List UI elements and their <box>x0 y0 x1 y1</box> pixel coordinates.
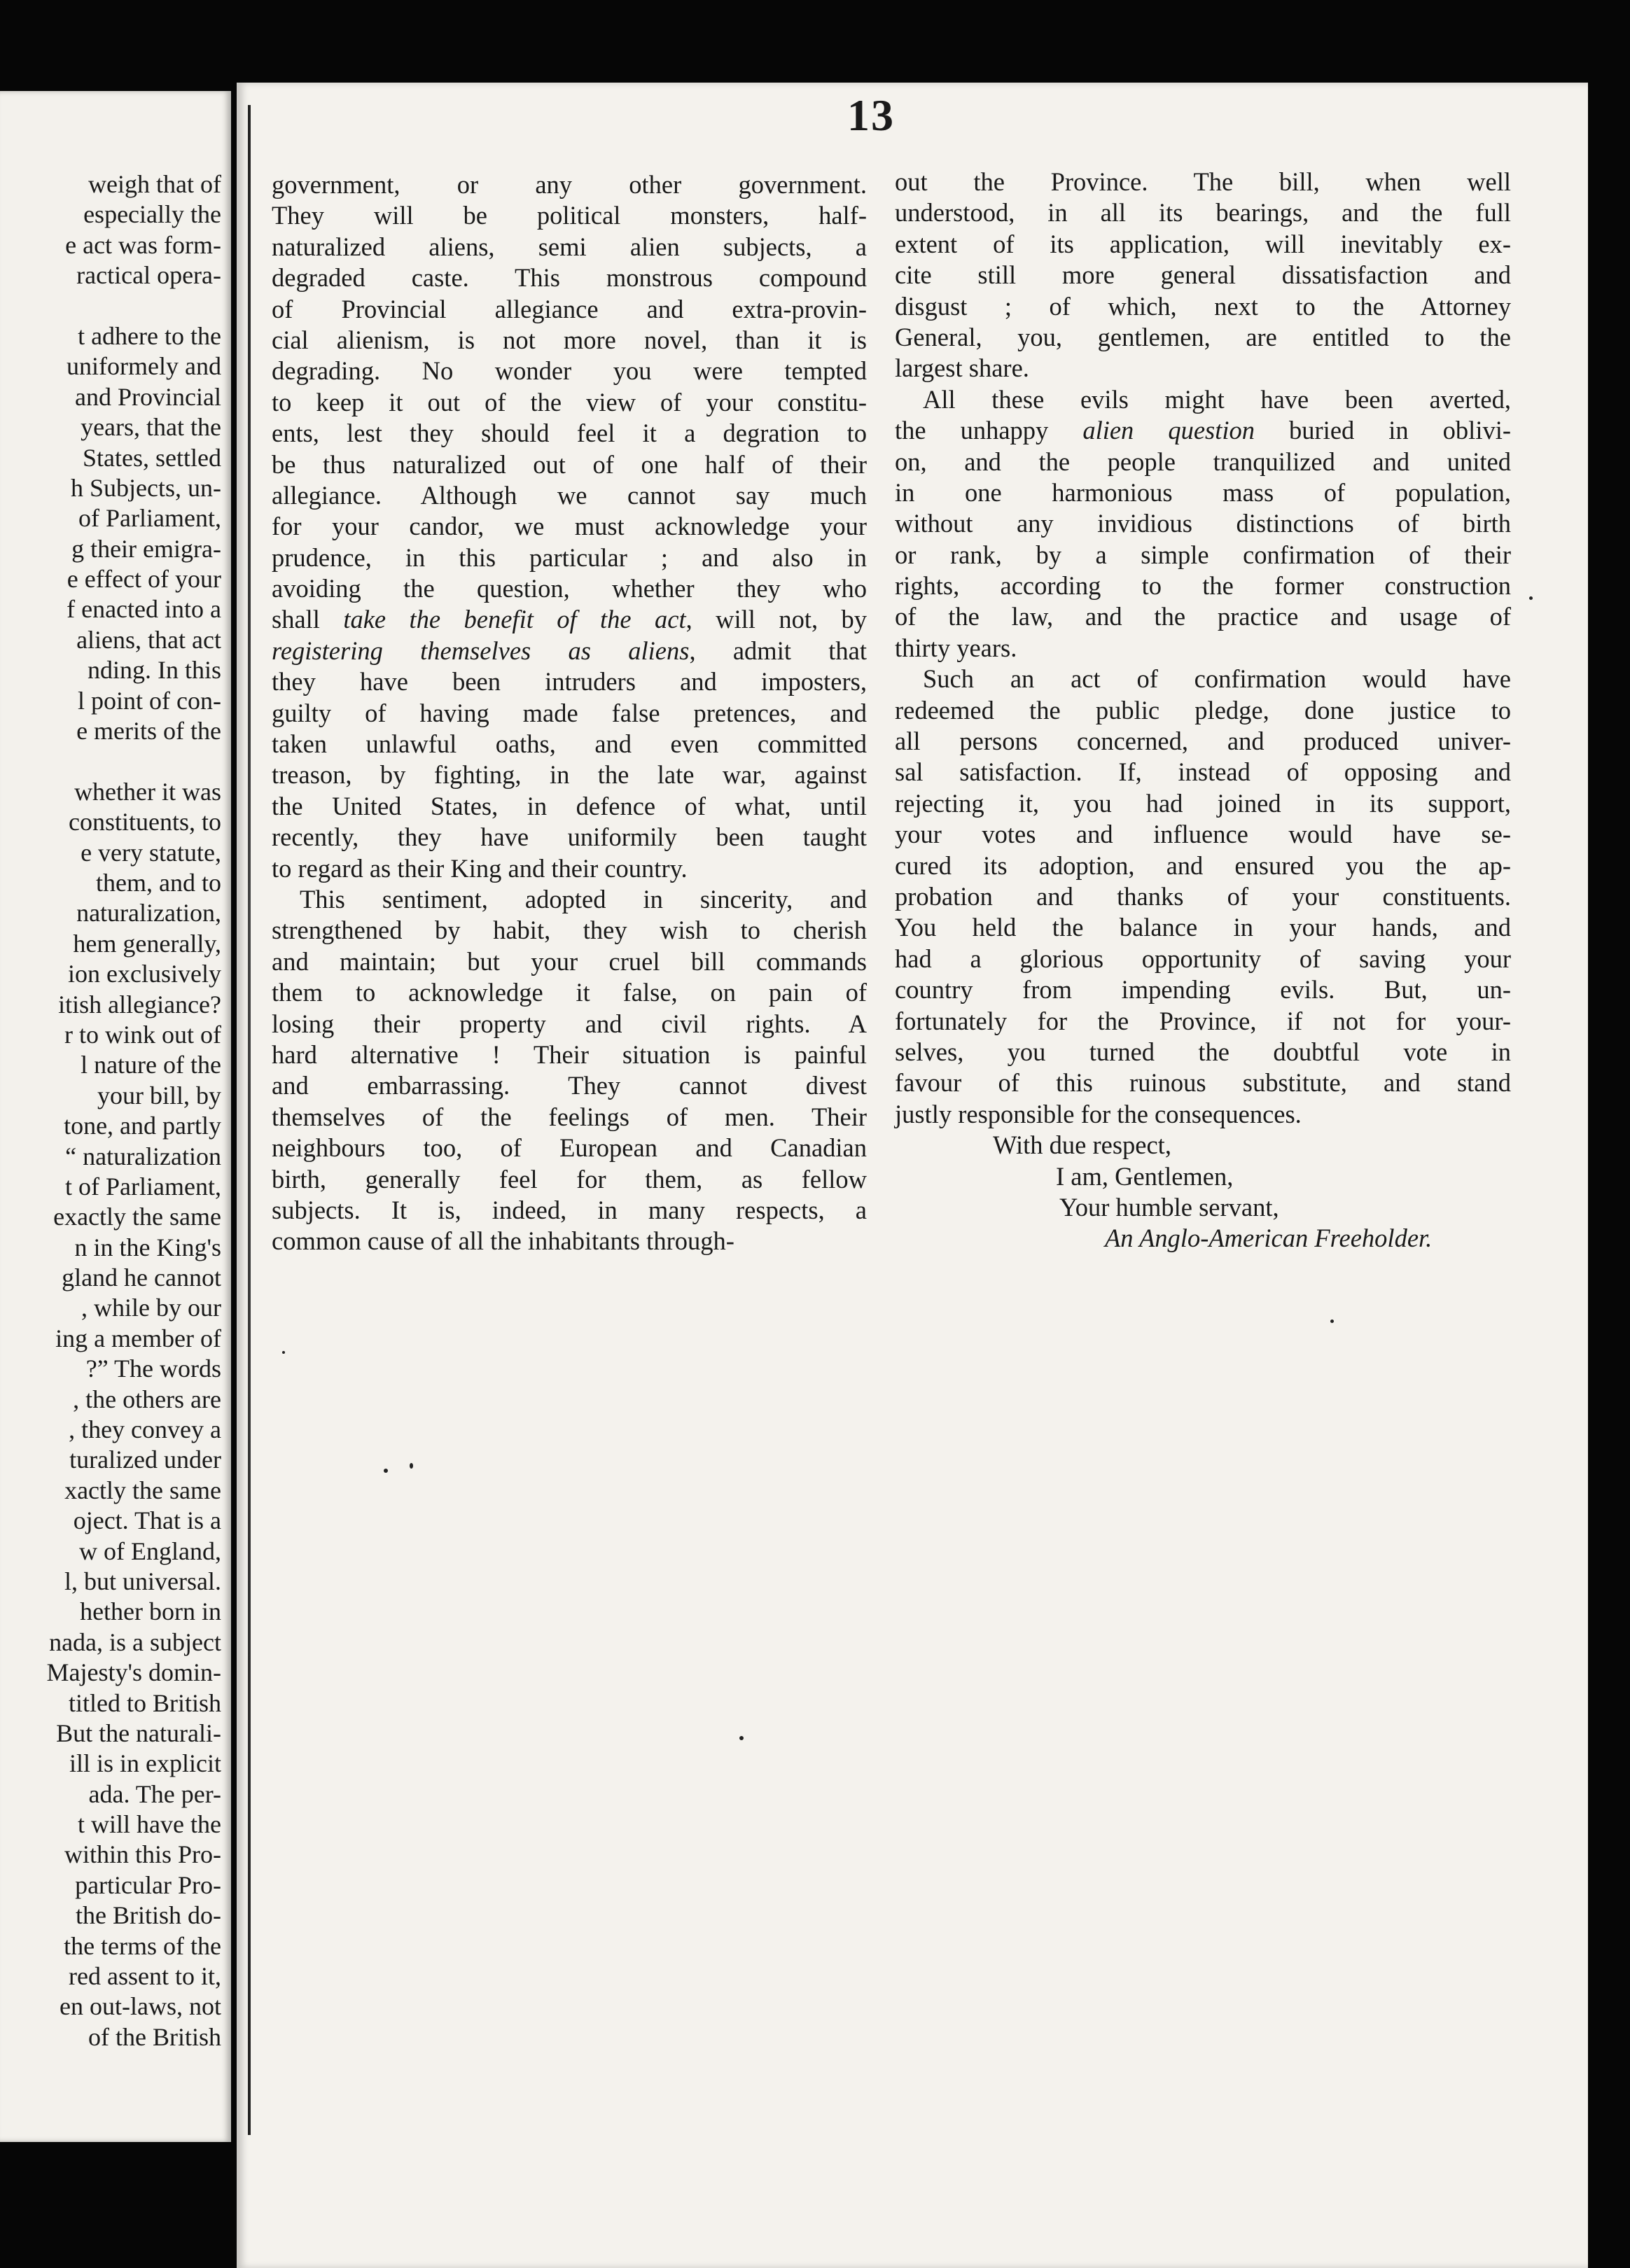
text-line: naturalized aliens, semi alien subjects, a <box>272 232 867 261</box>
facing-page-line: turalized under <box>69 1446 221 1474</box>
facing-page-line: l, but universal. <box>64 1567 221 1595</box>
facing-page-line: ractical opera- <box>76 261 221 290</box>
facing-page-line: whether it was <box>74 777 221 806</box>
text-line: or rank, by a simple confirmation of their <box>895 540 1511 569</box>
text-line: allegiance. Although we cannot say much <box>272 480 867 510</box>
text-line: country from impending evils. But, un- <box>895 975 1511 1004</box>
facing-page-line: “ naturalization <box>65 1142 221 1170</box>
text-line: neighbours too, of European and Canadian <box>272 1133 867 1163</box>
facing-page-line <box>0 746 221 776</box>
text-line: degraded caste. This monstrous compound <box>272 263 867 293</box>
facing-page-line: and Provincial <box>75 382 221 411</box>
facing-page-line: of Parliament, <box>78 504 221 533</box>
text-line: cite still more general dissatisfaction and <box>895 260 1511 290</box>
facing-page-line: w of England, <box>79 1536 221 1565</box>
paragraph <box>272 169 867 884</box>
text-line: ents, lest they should feel it a degration to <box>272 419 867 448</box>
text-line: registering themselves as aliens, admit that <box>272 636 867 665</box>
text-line: prudence, in this particular ; and also in <box>272 542 867 572</box>
text-line: subjects. It is, indeed, in many respects, a <box>272 1195 867 1224</box>
facing-page-line: , while by our <box>81 1294 221 1322</box>
facing-page-line: en out-laws, not <box>60 1992 221 2021</box>
text-line: disgust ; of which, next to the Attorney <box>895 291 1511 321</box>
facing-page-line: your bill, by <box>97 1081 221 1110</box>
closing-respect: With due respect, <box>993 1130 1171 1160</box>
text-column-left <box>272 169 867 1257</box>
text-line: on, and the people tranquilized and united <box>895 447 1511 476</box>
facing-page-line: t of Parliament, <box>65 1172 221 1200</box>
facing-page-line: aliens, that act <box>76 625 221 654</box>
facing-page-line: nada, is a subject <box>49 1628 221 1656</box>
text-line: out the Province. The bill, when well <box>895 167 1511 196</box>
facing-page-line: years, that the <box>81 413 221 442</box>
facing-page-line: t will have the <box>78 1810 221 1839</box>
text-line: All these evils might have been averted, <box>923 384 1511 414</box>
facing-page-line: the British do- <box>76 1901 221 1930</box>
facing-page-line: But the naturali- <box>56 1718 221 1747</box>
facing-page-line: xactly the same <box>64 1476 221 1504</box>
text-line: sal satisfaction. If, instead of opposing and <box>895 757 1511 787</box>
facing-page-line: l point of con- <box>78 686 221 715</box>
facing-page-line: hem generally, <box>73 929 221 958</box>
facing-page-line: particular Pro- <box>75 1870 221 1899</box>
facing-page-line: naturalization, <box>76 899 221 927</box>
facing-page-line: ill is in explicit <box>69 1749 221 1778</box>
letter-closing <box>895 1130 1511 1254</box>
text-line: redeemed the public pledge, done justice to <box>895 695 1511 724</box>
facing-page-fragment <box>0 91 231 2142</box>
text-line: to regard as their King and their country. <box>272 853 688 883</box>
facing-page-line: States, settled <box>83 443 221 472</box>
text-line: they have been intruders and imposters, <box>272 667 867 696</box>
facing-page-line: uniformely and <box>67 352 221 381</box>
facing-page-line: weigh that of <box>88 170 221 198</box>
facing-page-line: f enacted into a <box>67 595 221 624</box>
facing-page-line: n in the King's <box>74 1233 221 1261</box>
page-fold-line <box>248 105 251 2135</box>
text-line: themselves of the feelings of men. Their <box>272 1102 867 1131</box>
paragraph <box>895 384 1511 664</box>
facing-page-line: itish allegiance? <box>58 990 221 1018</box>
facing-page-line: e effect of your <box>67 565 221 594</box>
facing-page-line: of the British <box>88 2022 221 2051</box>
text-line: your votes and influence would have se- <box>895 820 1511 849</box>
signature: An Anglo-American Freeholder. <box>1105 1224 1433 1253</box>
text-line: largest share. <box>895 354 1029 383</box>
text-line: degrading. No wonder you were tempted <box>272 356 867 386</box>
text-line: rejecting it, you had joined in its support, <box>895 788 1511 818</box>
text-line: probation and thanks of your constituents. <box>895 881 1511 911</box>
facing-page-line: , they convey a <box>69 1415 221 1444</box>
text-line: justly responsible for the consequences. <box>895 1099 1302 1128</box>
text-line: in one harmonious mass of population, <box>895 477 1511 507</box>
text-line: They will be political monsters, half- <box>272 201 867 230</box>
text-line: strengthened by habit, they wish to cherish <box>272 916 867 945</box>
text-line: avoiding the question, whether they who <box>272 574 867 603</box>
page-number: 13 <box>847 90 895 140</box>
facing-page-line: gland he cannot <box>62 1264 221 1292</box>
facing-page-line: h Subjects, un- <box>71 473 221 502</box>
text-line: extent of its application, will inevitably ex- <box>895 229 1511 258</box>
text-line: selves, you turned the doubtful vote in <box>895 1037 1511 1066</box>
text-line: recently, they have uniformily been taught <box>272 822 867 852</box>
facing-page-line: hether born in <box>80 1597 221 1626</box>
text-line: of Provincial allegiance and extra-provin- <box>272 294 867 323</box>
text-line: to keep it out of the view of your constitu- <box>272 387 867 416</box>
text-line: for your candor, we must acknowledge your <box>272 512 867 541</box>
text-line: the unhappy alien question buried in oblivi- <box>895 416 1512 445</box>
facing-page-line: nding. In this <box>87 656 221 685</box>
text-line: You held the balance in your hands, and <box>895 913 1511 942</box>
facing-page-line: them, and to <box>96 868 221 897</box>
closing-salutation: I am, Gentlemen, <box>1056 1161 1234 1191</box>
facing-page-line: red assent to it, <box>69 1962 221 1991</box>
paragraph <box>895 664 1511 1130</box>
text-line: guilty of having made false pretences, and <box>272 698 867 727</box>
text-line: cial alienism, is not more novel, than it is <box>272 325 867 354</box>
facing-page-line: e very statute, <box>81 838 221 867</box>
text-line: all persons concerned, and produced univer- <box>895 727 1511 756</box>
facing-page-line: e merits of the <box>76 717 221 746</box>
text-line: This sentiment, adopted in sincerity, and <box>300 884 867 913</box>
facing-page-line <box>0 291 221 321</box>
facing-page-line: ada. The per- <box>88 1779 221 1808</box>
text-line: Such an act of confirmation would have <box>923 664 1511 694</box>
facing-page-line: ion exclusively <box>68 960 221 988</box>
facing-page-line: exactly the same <box>53 1203 221 1231</box>
facing-page-line: especially the <box>83 200 221 229</box>
text-line: cured its adoption, and ensured you the ap- <box>895 850 1511 880</box>
text-line: and maintain; but your cruel bill commands <box>272 946 867 976</box>
text-line: fortunately for the Province, if not for your- <box>895 1006 1511 1035</box>
facing-page-line: within this Pro- <box>64 1840 221 1869</box>
facing-page-line: e act was form- <box>65 230 221 259</box>
text-line: General, you, gentlemen, are entitled to the <box>895 322 1511 351</box>
text-line: favour of this ruinous substitute, and stand <box>895 1068 1511 1098</box>
text-line: and embarrassing. They cannot divest <box>272 1071 867 1100</box>
facing-page-text-column <box>0 169 221 2052</box>
text-line: hard alternative ! Their situation is painful <box>272 1040 867 1069</box>
facing-page-line: the terms of the <box>64 1931 221 1960</box>
facing-page-line: tone, and partly <box>64 1112 221 1140</box>
text-line: taken unlawful oaths, and even committed <box>272 729 867 759</box>
text-line: birth, generally feel for them, as fellow <box>272 1164 867 1194</box>
facing-page-line: g their emigra- <box>71 534 221 563</box>
text-line: treason, by fighting, in the late war, against <box>272 760 867 790</box>
facing-page-line: ing a member of <box>55 1324 221 1352</box>
text-line: them to acknowledge it false, on pain of <box>272 978 867 1007</box>
facing-page-line: constituents, to <box>69 808 221 836</box>
facing-page-line: ?” The words <box>85 1354 221 1383</box>
text-line: had a glorious opportunity of saving your <box>895 944 1511 973</box>
facing-page-line: titled to British <box>68 1688 221 1717</box>
text-line: government, or any other government. <box>272 170 867 199</box>
text-line: without any invidious distinctions of birth <box>895 509 1511 538</box>
text-line: thirty years. <box>895 633 1017 662</box>
text-line: understood, in all its bearings, and the full <box>895 198 1511 227</box>
facing-page-line: r to wink out of <box>64 1020 221 1049</box>
facing-page-line: Majesty's domin- <box>46 1658 221 1687</box>
facing-page-line: oject. That is a <box>73 1506 221 1535</box>
facing-page-line: , the others are <box>73 1385 221 1413</box>
text-line: losing their property and civil rights. A <box>272 1009 867 1038</box>
text-line: common cause of all the inhabitants through- <box>272 1226 734 1256</box>
text-column-right <box>895 167 1511 1254</box>
text-line: of the law, and the practice and usage of <box>895 602 1511 631</box>
closing-servant: Your humble servant, <box>1059 1192 1279 1222</box>
text-line: be thus naturalized out of one half of their <box>272 449 867 479</box>
facing-page-line: l nature of the <box>81 1051 221 1079</box>
text-line: the United States, in defence of what, until <box>272 791 867 820</box>
text-line: shall take the benefit of the act, will not, by <box>272 605 867 634</box>
paragraph <box>895 167 1511 384</box>
text-line: rights, according to the former construction <box>895 571 1511 601</box>
paragraph <box>272 884 867 1257</box>
facing-page-line: t adhere to the <box>78 321 221 350</box>
